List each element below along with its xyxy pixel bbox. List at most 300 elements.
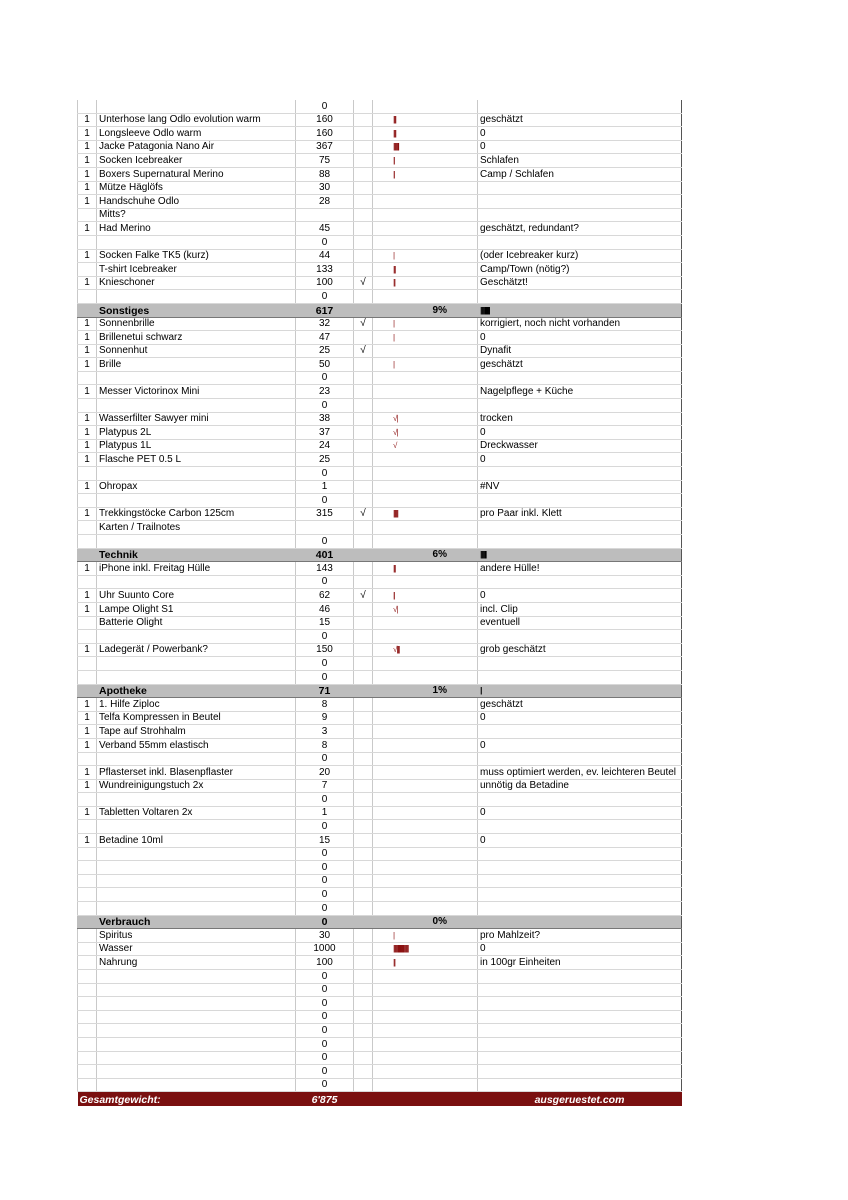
item-row	[78, 834, 682, 848]
item-row	[78, 235, 682, 249]
item-weight-bar	[373, 100, 478, 113]
item-check	[354, 834, 373, 848]
item-name: Pflasterset inkl. Blasenpflaster	[97, 766, 296, 780]
item-name: iPhone inkl. Freitag Hülle	[97, 562, 296, 576]
item-weight-bar	[373, 453, 478, 467]
category-qty	[78, 915, 97, 929]
item-weight: 37	[296, 426, 354, 440]
category-name: Technik	[97, 548, 296, 562]
item-note	[478, 1037, 682, 1051]
item-weight-bar	[373, 847, 478, 861]
category-percent: 6%	[373, 548, 478, 562]
item-check	[354, 1010, 373, 1024]
item-note: geschätzt	[478, 358, 682, 372]
item-weight-bar	[373, 888, 478, 902]
item-weight-bar	[373, 698, 478, 712]
item-weight-bar	[373, 711, 478, 725]
item-weight: 100	[296, 276, 354, 290]
item-row	[78, 562, 682, 576]
item-quantity: 1	[78, 249, 97, 263]
item-check	[354, 167, 373, 181]
item-weight-bar	[373, 521, 478, 535]
item-row	[78, 643, 682, 657]
item-note	[478, 535, 682, 549]
item-weight-bar: |||||	[373, 127, 478, 141]
item-quantity	[78, 956, 97, 970]
item-row	[78, 997, 682, 1011]
category-check	[354, 548, 373, 562]
item-quantity	[78, 1024, 97, 1038]
item-name: Socken Icebreaker	[97, 154, 296, 168]
item-row	[78, 861, 682, 875]
item-check	[354, 290, 373, 304]
item-weight-bar: |||	[373, 276, 478, 290]
item-check	[354, 331, 373, 345]
item-check	[354, 970, 373, 984]
item-weight-bar	[373, 290, 478, 304]
item-row	[78, 657, 682, 671]
item-quantity: 1	[78, 412, 97, 426]
item-weight-bar	[373, 535, 478, 549]
item-note	[478, 1024, 682, 1038]
item-weight-bar	[373, 874, 478, 888]
item-quantity: 1	[78, 358, 97, 372]
item-note: 0	[478, 589, 682, 603]
category-percent: 1%	[373, 684, 478, 698]
item-row	[78, 167, 682, 181]
item-row	[78, 1024, 682, 1038]
item-name: Boxers Supernatural Merino	[97, 167, 296, 181]
item-check	[354, 1078, 373, 1092]
item-note	[478, 467, 682, 481]
item-name: Uhr Suunto Core	[97, 589, 296, 603]
item-weight: 0	[296, 1010, 354, 1024]
item-name: Batterie Olight	[97, 616, 296, 630]
item-weight-bar	[373, 983, 478, 997]
item-check	[354, 1024, 373, 1038]
item-weight-bar	[373, 997, 478, 1011]
item-row	[78, 616, 682, 630]
item-check	[354, 806, 373, 820]
item-weight-bar: ||	[373, 154, 478, 168]
item-note: Camp / Schlafen	[478, 167, 682, 181]
item-note: Dynafit	[478, 344, 682, 358]
item-note	[478, 997, 682, 1011]
category-name: Sonstiges	[97, 303, 296, 317]
item-name: Handschuhe Odlo	[97, 195, 296, 209]
item-weight-bar	[373, 575, 478, 589]
item-name: Knieschoner	[97, 276, 296, 290]
category-header	[78, 303, 682, 317]
item-quantity: 1	[78, 344, 97, 358]
item-note: Dreckwasser	[478, 439, 682, 453]
item-check	[354, 426, 373, 440]
item-weight: 8	[296, 698, 354, 712]
item-weight: 0	[296, 793, 354, 807]
item-weight-bar	[373, 657, 478, 671]
item-name: Platypus 1L	[97, 439, 296, 453]
item-weight: 8	[296, 738, 354, 752]
item-note: pro Mahlzeit?	[478, 929, 682, 943]
item-weight-bar: |	[373, 249, 478, 263]
item-weight-bar	[373, 235, 478, 249]
item-weight: 7	[296, 779, 354, 793]
item-name	[97, 630, 296, 644]
item-check	[354, 698, 373, 712]
item-check	[354, 779, 373, 793]
item-note	[478, 208, 682, 222]
item-check	[354, 902, 373, 916]
item-weight: 0	[296, 1078, 354, 1092]
item-note: 0	[478, 942, 682, 956]
item-check	[354, 140, 373, 154]
item-name	[97, 1065, 296, 1079]
item-weight-bar	[373, 1078, 478, 1092]
item-note	[478, 670, 682, 684]
item-name	[97, 1010, 296, 1024]
item-quantity: 1	[78, 167, 97, 181]
item-weight-bar	[373, 793, 478, 807]
item-note	[478, 494, 682, 508]
item-weight-bar: |||||	[373, 113, 478, 127]
item-name: Brillenetui schwarz	[97, 331, 296, 345]
item-name: Spiritus	[97, 929, 296, 943]
item-name: Brille	[97, 358, 296, 372]
item-note	[478, 861, 682, 875]
item-weight: 0	[296, 535, 354, 549]
category-weight: 71	[296, 684, 354, 698]
item-name: Jacke Patagonia Nano Air	[97, 140, 296, 154]
item-weight-bar: √ |	[373, 426, 478, 440]
item-name: Platypus 2L	[97, 426, 296, 440]
item-name: 1. Hilfe Ziploc	[97, 698, 296, 712]
item-weight-bar	[373, 480, 478, 494]
item-name	[97, 235, 296, 249]
item-quantity	[78, 847, 97, 861]
item-weight: 0	[296, 235, 354, 249]
item-weight-bar: √ |||||	[373, 643, 478, 657]
item-note	[478, 902, 682, 916]
item-note	[478, 793, 682, 807]
item-quantity	[78, 752, 97, 766]
item-row	[78, 766, 682, 780]
item-quantity: 1	[78, 643, 97, 657]
item-weight: 0	[296, 888, 354, 902]
item-weight-bar: |	[373, 317, 478, 331]
item-row	[78, 249, 682, 263]
item-check	[354, 942, 373, 956]
item-weight: 0	[296, 670, 354, 684]
item-row	[78, 983, 682, 997]
item-check	[354, 358, 373, 372]
item-check	[354, 399, 373, 413]
item-note	[478, 752, 682, 766]
item-row	[78, 507, 682, 521]
item-name: T-shirt Icebreaker	[97, 263, 296, 277]
category-weight: 0	[296, 915, 354, 929]
item-name	[97, 888, 296, 902]
item-name: Ohropax	[97, 480, 296, 494]
item-row	[78, 263, 682, 277]
item-note	[478, 874, 682, 888]
item-check	[354, 1065, 373, 1079]
item-weight-bar	[373, 670, 478, 684]
item-weight-bar	[373, 1037, 478, 1051]
item-weight: 0	[296, 1037, 354, 1051]
item-weight: 32	[296, 317, 354, 331]
item-quantity	[78, 861, 97, 875]
item-quantity	[78, 535, 97, 549]
item-name	[97, 861, 296, 875]
item-weight: 160	[296, 127, 354, 141]
item-weight-bar	[373, 725, 478, 739]
item-name	[97, 820, 296, 834]
item-weight: 1	[296, 806, 354, 820]
item-quantity: 1	[78, 711, 97, 725]
item-quantity	[78, 1010, 97, 1024]
item-note	[478, 399, 682, 413]
item-weight: 25	[296, 453, 354, 467]
item-weight: 30	[296, 929, 354, 943]
item-weight-bar	[373, 399, 478, 413]
item-check	[354, 113, 373, 127]
item-check	[354, 602, 373, 616]
category-header	[78, 915, 682, 929]
item-weight-bar	[373, 861, 478, 875]
category-weight-bar: ||||||||||||	[478, 548, 682, 562]
item-quantity: 1	[78, 589, 97, 603]
item-weight-bar	[373, 630, 478, 644]
item-check: √	[354, 589, 373, 603]
item-quantity: 1	[78, 181, 97, 195]
item-row	[78, 344, 682, 358]
total-row	[78, 1092, 682, 1107]
item-row	[78, 535, 682, 549]
item-weight: 50	[296, 358, 354, 372]
category-weight: 401	[296, 548, 354, 562]
item-check	[354, 956, 373, 970]
item-check	[354, 997, 373, 1011]
item-note	[478, 657, 682, 671]
item-quantity	[78, 1078, 97, 1092]
item-name	[97, 100, 296, 113]
item-row	[78, 1078, 682, 1092]
item-name: Sonnenbrille	[97, 317, 296, 331]
item-weight-bar: |||||||||	[373, 507, 478, 521]
item-note: pro Paar inkl. Klett	[478, 507, 682, 521]
item-check	[354, 725, 373, 739]
item-quantity	[78, 997, 97, 1011]
item-note: Nagelpflege + Küche	[478, 385, 682, 399]
item-quantity	[78, 208, 97, 222]
item-quantity	[78, 616, 97, 630]
item-note	[478, 100, 682, 113]
item-note: andere Hülle!	[478, 562, 682, 576]
item-weight-bar	[373, 766, 478, 780]
item-quantity	[78, 874, 97, 888]
item-check	[354, 480, 373, 494]
item-check	[354, 670, 373, 684]
item-check	[354, 983, 373, 997]
total-weight: 6'875	[296, 1092, 354, 1107]
item-check	[354, 439, 373, 453]
item-weight: 75	[296, 154, 354, 168]
item-name: Verband 55mm elastisch	[97, 738, 296, 752]
item-note: muss optimiert werden, ev. leichteren Beutel	[478, 766, 682, 780]
item-quantity	[78, 290, 97, 304]
item-quantity: 1	[78, 426, 97, 440]
item-quantity: 1	[78, 195, 97, 209]
item-row	[78, 942, 682, 956]
item-weight-bar	[373, 806, 478, 820]
item-weight: 367	[296, 140, 354, 154]
item-weight: 0	[296, 290, 354, 304]
item-quantity: 1	[78, 562, 97, 576]
item-quantity	[78, 467, 97, 481]
item-note	[478, 970, 682, 984]
category-percent: 0%	[373, 915, 478, 929]
item-row	[78, 127, 682, 141]
item-note: 0	[478, 331, 682, 345]
item-weight: 0	[296, 983, 354, 997]
item-weight: 0	[296, 752, 354, 766]
item-check	[354, 861, 373, 875]
item-row	[78, 820, 682, 834]
item-quantity	[78, 820, 97, 834]
item-quantity: 1	[78, 222, 97, 236]
item-weight-bar	[373, 181, 478, 195]
item-note: 0	[478, 806, 682, 820]
item-quantity: 1	[78, 602, 97, 616]
item-row	[78, 956, 682, 970]
item-check	[354, 263, 373, 277]
item-name: Telfa Kompressen in Beutel	[97, 711, 296, 725]
category-weight-bar: ||	[478, 684, 682, 698]
item-name	[97, 970, 296, 984]
packing-list-sheet	[77, 100, 681, 1106]
item-quantity: 1	[78, 779, 97, 793]
item-weight: 0	[296, 100, 354, 113]
item-quantity: 1	[78, 480, 97, 494]
item-row	[78, 358, 682, 372]
item-name	[97, 752, 296, 766]
item-quantity: 1	[78, 439, 97, 453]
item-check	[354, 657, 373, 671]
item-weight-bar	[373, 1010, 478, 1024]
item-quantity: 1	[78, 698, 97, 712]
item-row	[78, 222, 682, 236]
item-row	[78, 970, 682, 984]
item-weight: 1	[296, 480, 354, 494]
item-weight-bar	[373, 752, 478, 766]
item-name: Trekkingstöcke Carbon 125cm	[97, 507, 296, 521]
item-name	[97, 290, 296, 304]
item-weight-bar	[373, 820, 478, 834]
item-name	[97, 670, 296, 684]
item-weight: 0	[296, 630, 354, 644]
item-weight: 62	[296, 589, 354, 603]
item-weight-bar	[373, 494, 478, 508]
item-row	[78, 888, 682, 902]
item-note: geschätzt, redundant?	[478, 222, 682, 236]
item-name: Mitts?	[97, 208, 296, 222]
item-quantity	[78, 888, 97, 902]
item-check	[354, 752, 373, 766]
item-quantity	[78, 942, 97, 956]
item-check: √	[354, 344, 373, 358]
item-weight: 0	[296, 997, 354, 1011]
item-row	[78, 752, 682, 766]
item-name	[97, 874, 296, 888]
item-name: Wasser	[97, 942, 296, 956]
item-weight	[296, 521, 354, 535]
item-weight-bar	[373, 371, 478, 385]
item-weight: 0	[296, 467, 354, 481]
item-row	[78, 154, 682, 168]
item-check	[354, 888, 373, 902]
item-weight: 24	[296, 439, 354, 453]
item-weight: 0	[296, 1051, 354, 1065]
item-quantity: 1	[78, 331, 97, 345]
item-name	[97, 657, 296, 671]
item-check	[354, 793, 373, 807]
item-weight: 133	[296, 263, 354, 277]
item-row	[78, 1051, 682, 1065]
item-row	[78, 331, 682, 345]
item-weight: 45	[296, 222, 354, 236]
item-weight: 0	[296, 861, 354, 875]
item-row	[78, 521, 682, 535]
item-check	[354, 453, 373, 467]
item-check: √	[354, 507, 373, 521]
item-check	[354, 181, 373, 195]
item-row	[78, 902, 682, 916]
item-weight-bar	[373, 616, 478, 630]
item-weight: 100	[296, 956, 354, 970]
item-row	[78, 847, 682, 861]
packing-list-table	[77, 100, 682, 1106]
item-weight: 15	[296, 616, 354, 630]
item-name: Messer Victorinox Mini	[97, 385, 296, 399]
category-name: Apotheke	[97, 684, 296, 698]
item-quantity: 1	[78, 140, 97, 154]
item-name	[97, 494, 296, 508]
item-check	[354, 521, 373, 535]
item-note	[478, 725, 682, 739]
item-weight-bar: |||	[373, 956, 478, 970]
item-quantity	[78, 494, 97, 508]
item-weight	[296, 208, 354, 222]
item-weight-bar: |||||||||||	[373, 140, 478, 154]
item-quantity	[78, 371, 97, 385]
item-name	[97, 983, 296, 997]
item-check	[354, 874, 373, 888]
item-row	[78, 589, 682, 603]
item-note	[478, 1078, 682, 1092]
item-quantity: 1	[78, 276, 97, 290]
item-note: Schlafen	[478, 154, 682, 168]
item-quantity	[78, 399, 97, 413]
item-weight: 0	[296, 371, 354, 385]
category-header	[78, 684, 682, 698]
item-weight: 0	[296, 575, 354, 589]
item-quantity: 1	[78, 113, 97, 127]
item-quantity	[78, 970, 97, 984]
item-check	[354, 711, 373, 725]
item-row	[78, 317, 682, 331]
item-row	[78, 698, 682, 712]
item-quantity: 1	[78, 766, 97, 780]
